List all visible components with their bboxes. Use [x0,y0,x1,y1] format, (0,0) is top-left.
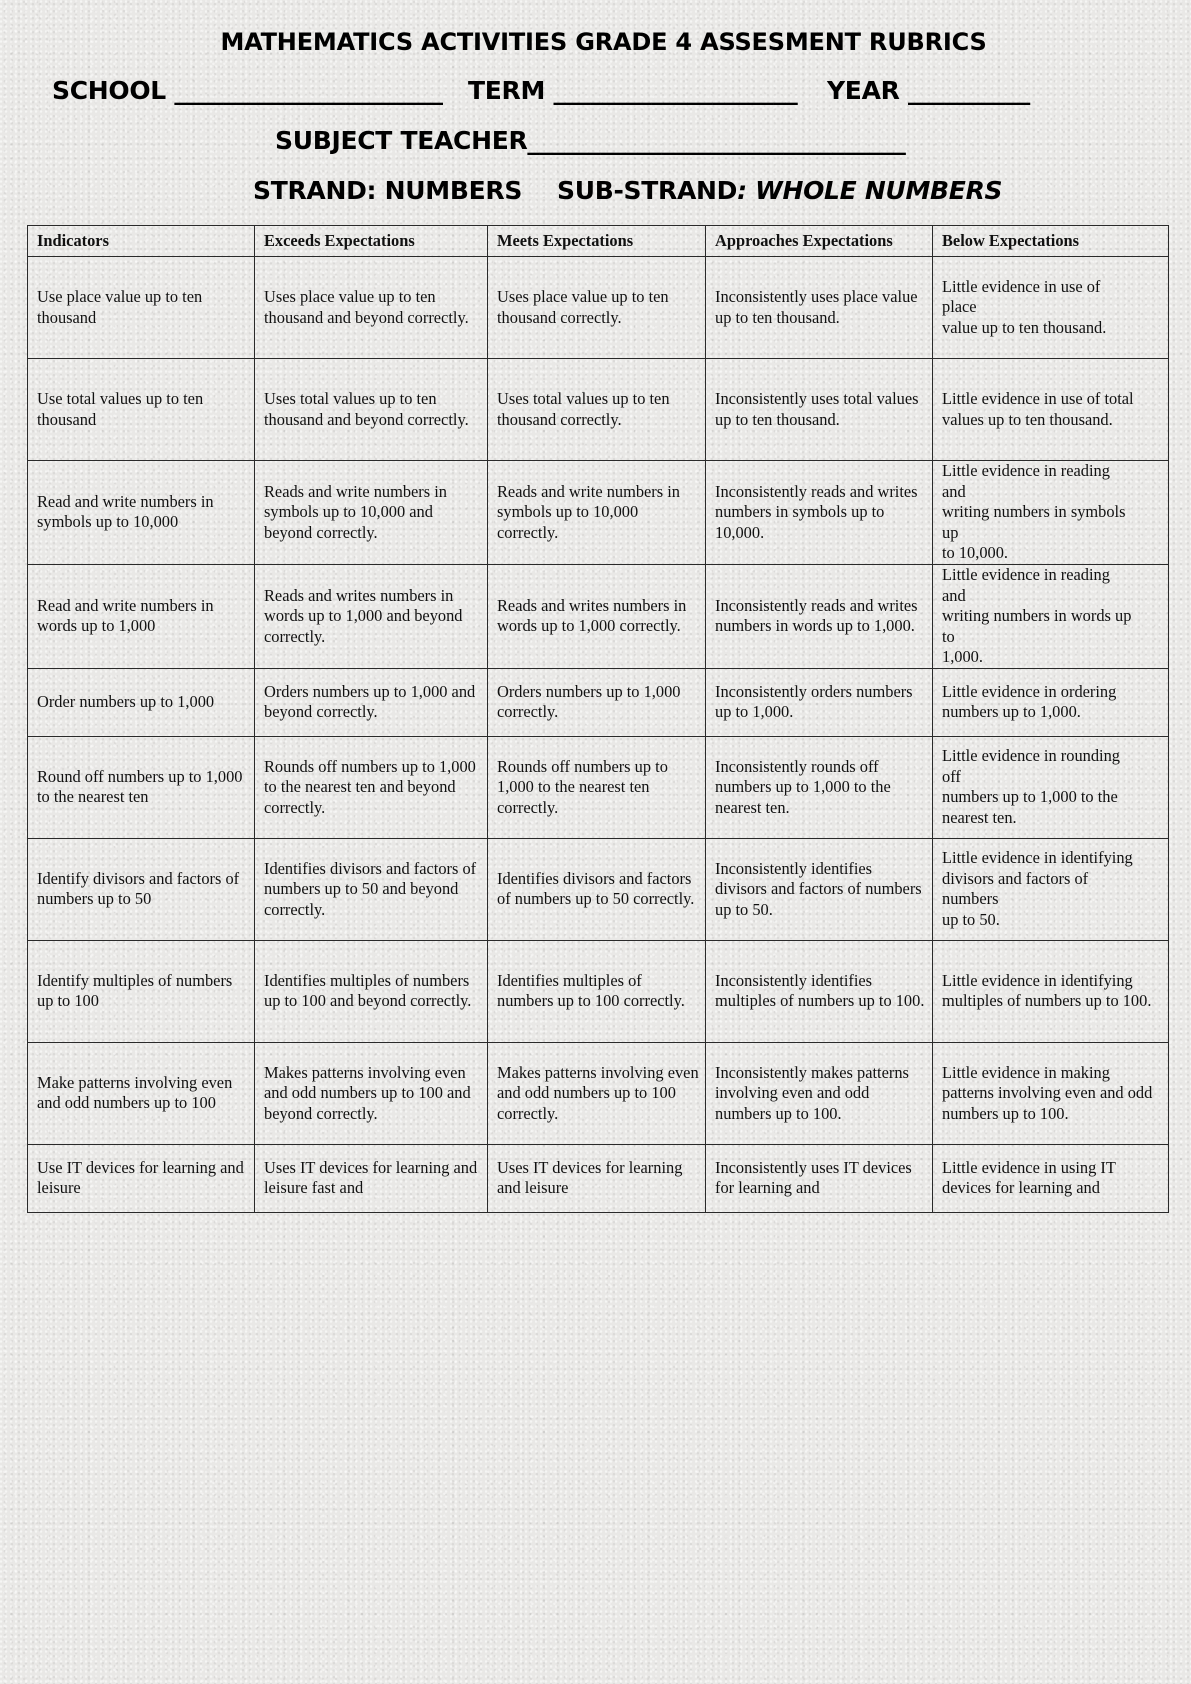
column-header-approaches: Approaches Expectations [706,226,933,257]
meets-cell: Identifies divisors and factors of numbers up to 50 correctly. [488,838,706,940]
below-cell: Little evidence in making patterns involving even and odd numbers up to 100. [933,1042,1169,1144]
strand-label: STRAND: NUMBERS [253,176,523,205]
below-cell: Little evidence in use of total values up to ten thousand. [933,359,1169,461]
indicator-cell: Identify divisors and factors of numbers up to 50 [28,838,255,940]
below-cell: Little evidence in identifying multiples of numbers up to 100. [933,940,1169,1042]
subject-teacher-field[interactable]: SUBJECT TEACHER_______________________________ [275,126,906,155]
substrand-title: SUB-STRAND [557,176,738,205]
meets-cell: Reads and writes numbers in words up to 1,000 correctly. [488,564,706,668]
page-title: MATHEMATICS ACTIVITIES GRADE 4 ASSESMENT RUBRICS [220,28,987,56]
approaches-cell: Inconsistently rounds off numbers up to 1,000 to the nearest ten. [706,736,933,838]
below-cell: Little evidence in identifying divisors and factors of numbers up to 50. [933,838,1169,940]
table-row [28,736,1169,838]
approaches-cell: Inconsistently reads and writes numbers in symbols up to 10,000. [706,461,933,565]
meets-cell: Reads and write numbers in symbols up to 10,000 correctly. [488,461,706,565]
indicator-cell: Round off numbers up to 1,000 to the nearest ten [28,736,255,838]
indicator-cell: Use IT devices for learning and leisure [28,1144,255,1212]
column-header-exceeds: Exceeds Expectations [255,226,488,257]
table-row [28,564,1169,668]
approaches-cell: Inconsistently identifies divisors and factors of numbers up to 50. [706,838,933,940]
school-field[interactable]: SCHOOL ______________________ [52,76,443,105]
table-row [28,1144,1169,1212]
meets-cell: Uses place value up to ten thousand correctly. [488,257,706,359]
exceeds-cell: Makes patterns involving even and odd numbers up to 100 and beyond correctly. [255,1042,488,1144]
table-row [28,668,1169,736]
approaches-cell: Inconsistently orders numbers up to 1,000. [706,668,933,736]
table-row [28,257,1169,359]
below-cell: Little evidence in use of place value up to ten thousand. [933,257,1169,359]
substrand-value: : WHOLE NUMBERS [737,176,1003,205]
meets-cell: Orders numbers up to 1,000 correctly. [488,668,706,736]
meets-cell: Uses total values up to ten thousand correctly. [488,359,706,461]
column-header-indicators: Indicators [28,226,255,257]
table-row [28,359,1169,461]
below-cell: Little evidence in rounding off numbers up to 1,000 to the nearest ten. [933,736,1169,838]
rubric-table [27,225,1169,1213]
exceeds-cell: Orders numbers up to 1,000 and beyond correctly. [255,668,488,736]
indicator-cell: Read and write numbers in symbols up to 10,000 [28,461,255,565]
column-header-below: Below Expectations [933,226,1169,257]
exceeds-cell: Uses total values up to ten thousand and beyond correctly. [255,359,488,461]
approaches-cell: Inconsistently reads and writes numbers in words up to 1,000. [706,564,933,668]
indicator-cell: Use place value up to ten thousand [28,257,255,359]
table-row [28,461,1169,565]
table-row [28,838,1169,940]
column-header-meets: Meets Expectations [488,226,706,257]
below-cell: Little evidence in using IT devices for learning and [933,1144,1169,1212]
exceeds-cell: Uses IT devices for learning and leisure fast and [255,1144,488,1212]
indicator-cell: Identify multiples of numbers up to 100 [28,940,255,1042]
exceeds-cell: Identifies multiples of numbers up to 100 and beyond correctly. [255,940,488,1042]
exceeds-cell: Rounds off numbers up to 1,000 to the nearest ten and beyond correctly. [255,736,488,838]
term-field[interactable]: TERM ____________________ [468,76,798,105]
substrand-label [557,176,1002,205]
meets-cell: Uses IT devices for learning and leisure [488,1144,706,1212]
meets-cell: Makes patterns involving even and odd numbers up to 100 correctly. [488,1042,706,1144]
table-row [28,1042,1169,1144]
exceeds-cell: Uses place value up to ten thousand and beyond correctly. [255,257,488,359]
approaches-cell: Inconsistently uses IT devices for learning and [706,1144,933,1212]
approaches-cell: Inconsistently identifies multiples of numbers up to 100. [706,940,933,1042]
below-cell: Little evidence in reading and writing numbers in words up to 1,000. [933,564,1169,668]
below-cell: Little evidence in reading and writing numbers in symbols up to 10,000. [933,461,1169,565]
exceeds-cell: Reads and write numbers in symbols up to 10,000 and beyond correctly. [255,461,488,565]
meets-cell: Rounds off numbers up to 1,000 to the nearest ten correctly. [488,736,706,838]
exceeds-cell: Identifies divisors and factors of numbers up to 50 and beyond correctly. [255,838,488,940]
indicator-cell: Read and write numbers in words up to 1,000 [28,564,255,668]
year-field[interactable]: YEAR __________ [827,76,1030,105]
table-row [28,940,1169,1042]
exceeds-cell: Reads and writes numbers in words up to 1,000 and beyond correctly. [255,564,488,668]
indicator-cell: Order numbers up to 1,000 [28,668,255,736]
meets-cell: Identifies multiples of numbers up to 100 correctly. [488,940,706,1042]
approaches-cell: Inconsistently uses place value up to ten thousand. [706,257,933,359]
indicator-cell: Use total values up to ten thousand [28,359,255,461]
table-header-row [28,226,1169,257]
below-cell: Little evidence in ordering numbers up to 1,000. [933,668,1169,736]
indicator-cell: Make patterns involving even and odd numbers up to 100 [28,1042,255,1144]
approaches-cell: Inconsistently makes patterns involving even and odd numbers up to 100. [706,1042,933,1144]
approaches-cell: Inconsistently uses total values up to ten thousand. [706,359,933,461]
